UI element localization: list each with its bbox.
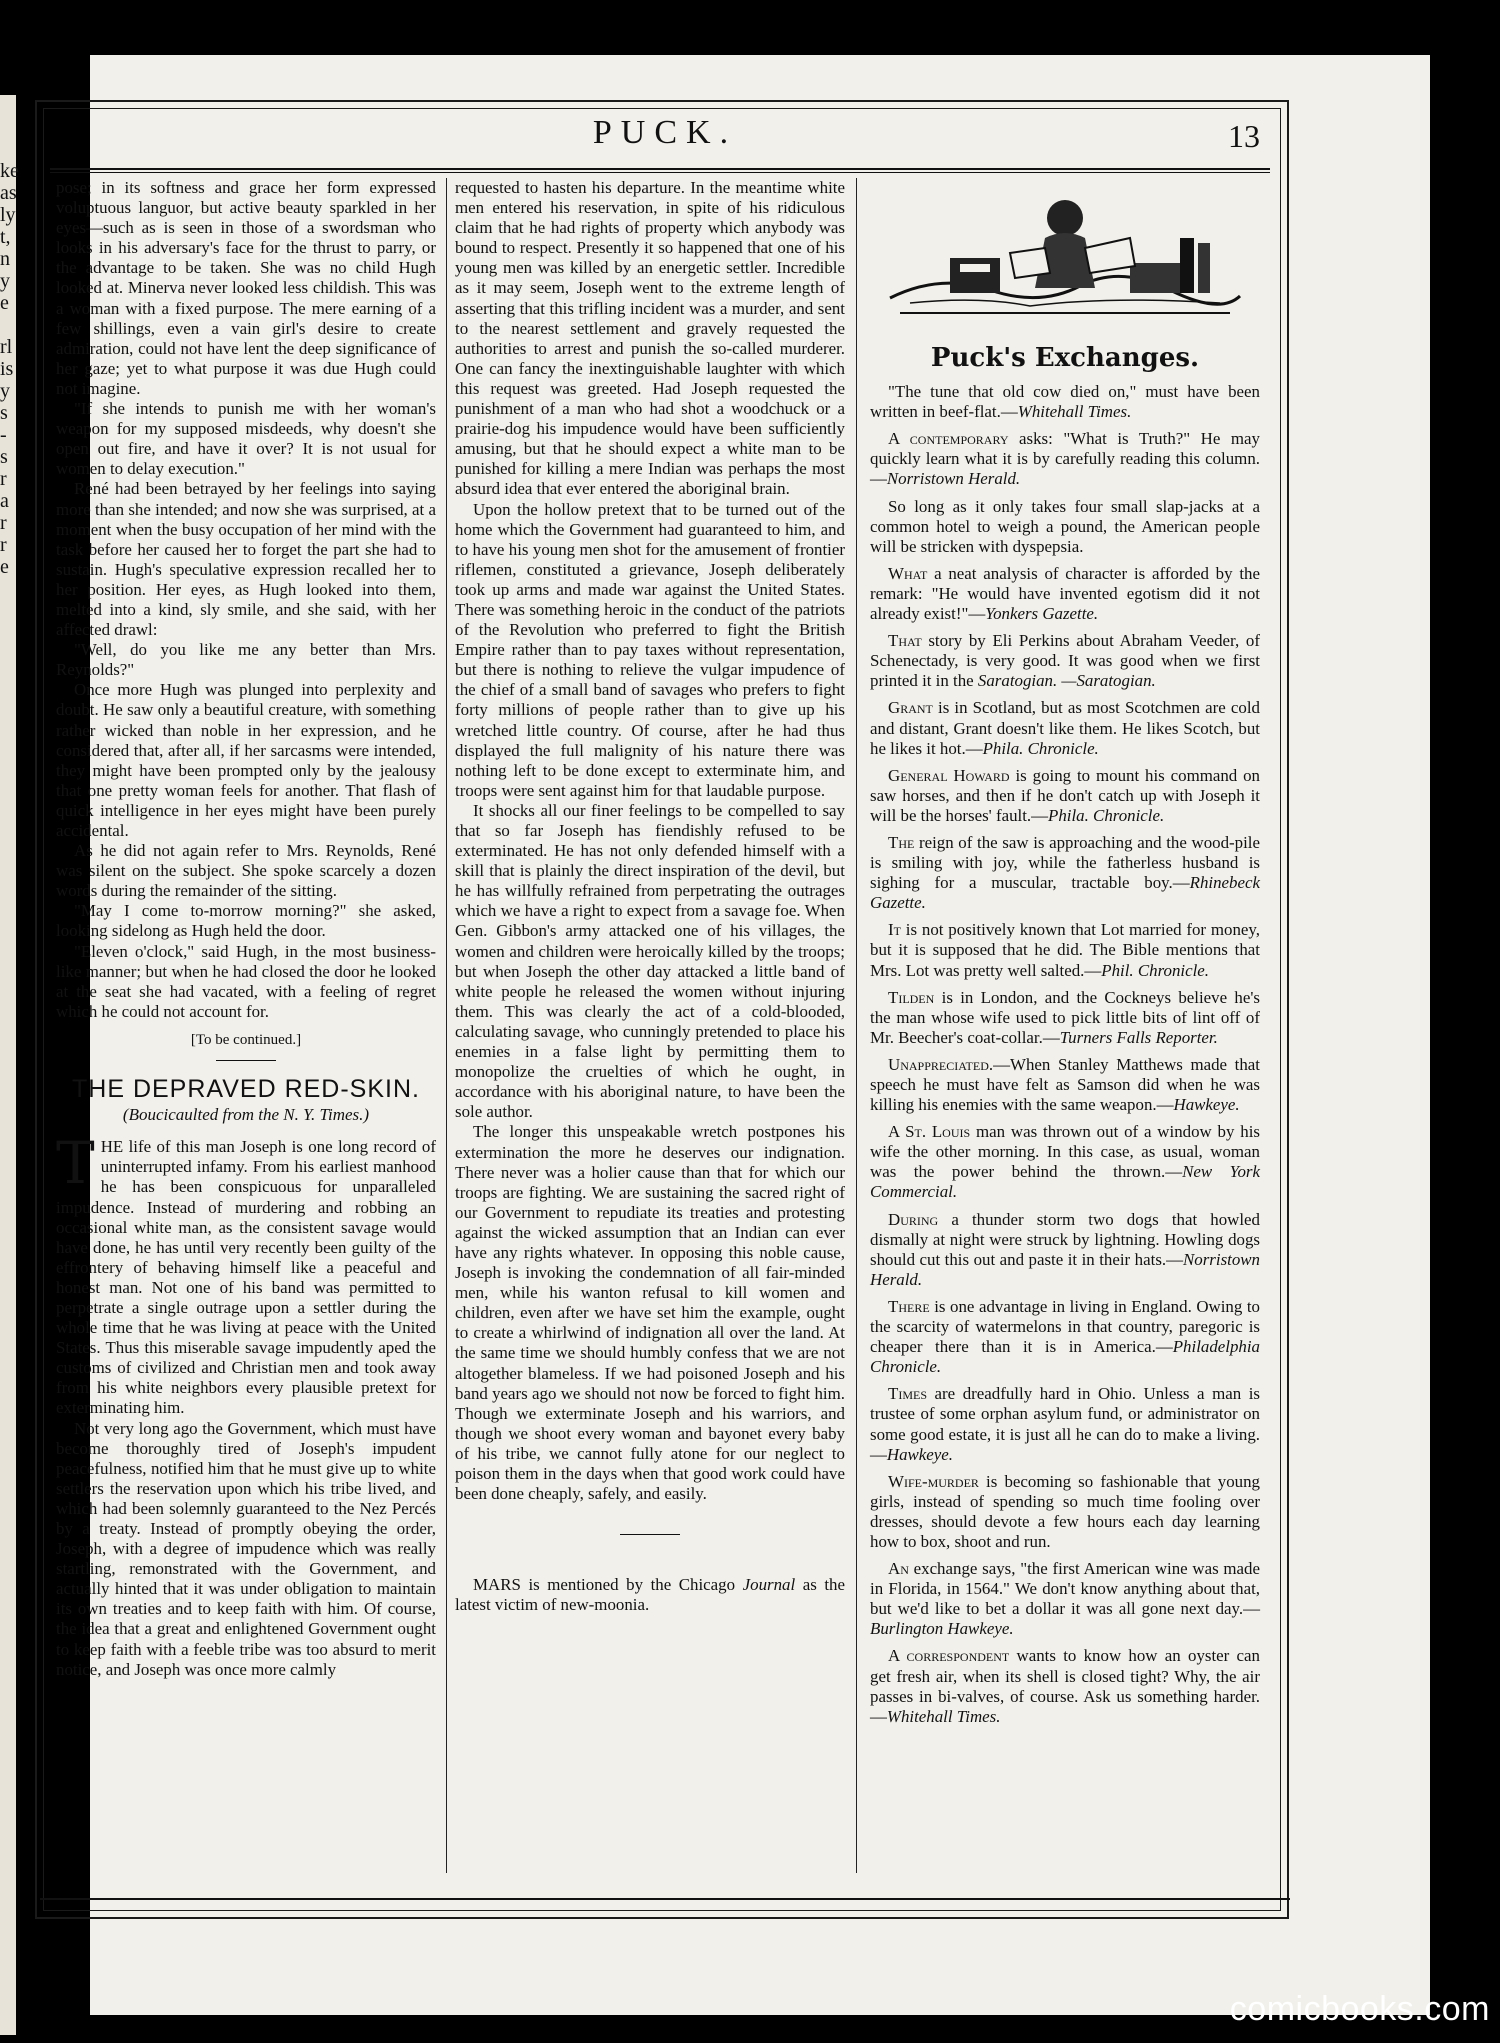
story-paragraph: "Eleven o'clock," said Hugh, in the most business-like manner; but when he had closed the door he looked at the seat she had vacated, with a feeling of regret which he could not account for. — [56, 941, 436, 1021]
exchange-item: During a thunder storm two dogs that howled dismally at night were struck by lightning. Howling dogs should cut this out and paste it in their hats.—Norristown Herald. — [870, 1209, 1260, 1289]
spine-char: is — [0, 358, 14, 380]
story-paragraph: Once more Hugh was plunged into perplexity and doubt. He saw only a beautiful creature, with something rather wicked than noble in her expression, and he considered that, after all, if her sarcasms were intended, they might have been prompted only by the jealousy that one pretty woman feels for another. That flash of quick intelligence in her eyes might have been purely accidental. — [56, 680, 436, 840]
story-paragraph: As he did not again refer to Mrs. Reynolds, René was silent on the subject. She spoke scarcely a dozen words during the remainder of the sitting. — [56, 841, 436, 901]
page-number: 13 — [1228, 118, 1260, 154]
section-title: Puck's Exchanges. — [930, 343, 1200, 373]
spine-char: e — [0, 292, 9, 314]
masthead-title: PUCK. — [592, 114, 738, 151]
exchange-item: It is not positively known that Lot married for money, but it is supposed that he did. The Bible mentions that Mrs. Lot was pretty well salted.—Phil. Chronicle. — [870, 920, 1260, 980]
exchange-item: General Howard is going to mount his command on saw horses, and then if he don't catch up with Joseph it will be the horses' fault.—Phila. Chronicle. — [870, 765, 1261, 825]
adjacent-page-text — [0, 160, 19, 578]
exchange-item: "The tune that old cow died on," must have been written in beef-flat.—Whitehall Times. — [870, 382, 1260, 422]
footer-rule — [40, 1898, 1290, 1900]
mars-item: MARS is mentioned by the Chicago Journal as the latest victim of new-moonia. — [455, 1575, 845, 1615]
spine-char: y — [0, 380, 10, 402]
story-paragraph: "Well, do you like me any better than Mrs. Reynolds?" — [56, 640, 436, 680]
column-divider-2 — [856, 178, 857, 1873]
section-separator — [216, 1060, 276, 1061]
column-3 — [870, 178, 1260, 1734]
article-paragraph: THE life of this man Joseph is one long record of uninterrupted infamy. From his earliest manhood he has been conspicuous for unparalleled impudence. Instead of murdering and robbing an occasional white man, as the consistent savage would have done, he has until very recently been guilty of the effrontery of behaving himself like a peaceful and honest man. Not one of his band was permitted to perpetrate a single outrage upon a settler during the whole time that he was living at peace with the United States. Thus this miserable savage impudently aped the customs of civilized and Christian men and took away from his white neighbors every plausible pretext for exterminating him. — [56, 1129, 436, 1418]
header-rule — [50, 168, 1270, 170]
exchange-item: An exchange says, "the first American wine was made in Florida, in 1564." We don't know anything about that, but we'd like to bet a dollar it was all gone next day.—Burlington Hawkeye. — [870, 1559, 1260, 1639]
exchange-item: Grant is in Scotland, but as most Scotchmen are cold and distant, Grant doesn't like them. He likes Scotch, but he likes it hot.—Phila. Chronicle. — [870, 698, 1260, 758]
drop-cap: T — [56, 1129, 95, 1198]
exchange-item: Wife-murder is becoming so fashionable that young girls, instead of spending so much time fooling over dresses, should devote a few hours each day learning how to box, shoot and run. — [870, 1471, 1260, 1551]
story-paragraph: René had been betrayed by her feelings into saying more than she intended; and now she was surprised, at a moment when the busy occupation of her mind with the task before her caused her to forget the part she had to sustain. Hugh's speculative expression recalled her to her position. Her eyes, as Hugh looked into them, melted into a kind, sly smile, and she said, with her affected drawl: — [56, 479, 436, 640]
spine-char: s — [0, 402, 8, 424]
to-be-continued: [To be continued.] — [190, 1031, 302, 1048]
column-divider-1 — [446, 178, 447, 1873]
spine-char: e — [0, 556, 9, 578]
exchange-item: There is one advantage in living in England. Owing to the scarcity of watermelons in that country, paregoric is cheaper there than it is in America.—Philadelphia Chronicle. — [870, 1296, 1260, 1377]
article-paragraph: Not very long ago the Government, which must have become thoroughly tired of Joseph's impudent peacefulness, notified him that he must give up to white settlers the reservation upon which his tribe lived, and which had been solemnly guaranteed to the Nez Percés by a treaty. Instead of promptly obeying the order, Joseph, with a degree of impudence which was really startling, remonstrated with the Government, and actually hinted that it was under obligation to maintain its own treaties and to keep faith with him. Of course, the idea that a great and enlightened Government ought to keep faith with a feeble tribe was too absurd to merit notice, and Joseph was once more calmly — [56, 1418, 436, 1679]
spine-char: - — [0, 424, 7, 446]
spine-char: r — [0, 468, 7, 490]
article-paragraph: Upon the hollow pretext that to be turned out of the home which the Government had guaranteed to him, and to have his young men shot for the amusement of frontier riflemen, constituted a grievance, Joseph deliberately took up arms and made war against the United States. There was something heroic in the conduct of the patriots of the Revolution who preferred to fight the British Empire rather than to pay taxes without representation, but there is nothing to relieve the vulgar impudence of the chief of a small band of savages who prefers to fight forty millions of people rather than to give up his wretched little country. Of course, after he had thus displayed the full malignity of his nature there was nothing left to be done except to exterminate him, and troops were sent against him for that laudable purpose. — [455, 499, 845, 800]
column-1 — [56, 178, 436, 1680]
exchanges-illustration — [880, 178, 1250, 338]
story-paragraph: "If she intends to punish me with her woman's weapon for my supposed misdeeds, why doesn't she open out fire, and have it over? It is not usual for women to delay execution." — [56, 399, 436, 479]
watermark: comicbooks.com — [1229, 1990, 1490, 2028]
column-2 — [455, 178, 845, 1615]
exchange-item: Unappreciated.—When Stanley Matthews made that speech he must have felt as Samson did when he was killing his enemies with the same weapon.—Hawkeye. — [870, 1054, 1260, 1115]
spine-char: ke — [0, 160, 19, 182]
story-paragraph: "May I come to-morrow morning?" she asked, looking sidelong as Hugh held the door. — [56, 901, 436, 941]
exchange-item: So long as it only takes four small slap-jacks at a common hotel to weigh a pound, the American people will be stricken with dyspepsia. — [870, 496, 1260, 556]
header-rule-thin — [50, 172, 1270, 173]
exchange-item: Times are dreadfully hard in Ohio. Unless a man is trustee of some orphan asylum fund, or administrator on some good estate, it is just all he can do to make a living.—Hawkeye. — [870, 1384, 1260, 1464]
spine-char: as — [0, 182, 17, 204]
spine-char: r — [0, 534, 7, 556]
spine-char: s — [0, 446, 8, 468]
exchange-item: A correspondent wants to know how an oyster can get fresh air, when its shell is closed tight? Why, the air passes in bi-valves, of course. Ask us something harder.—Whitehall Times. — [870, 1646, 1261, 1726]
article-paragraph: It shocks all our finer feelings to be compelled to say that so far Joseph has fiendishly refused to be exterminated. He has not only defended himself with a skill that is plainly the direct inspiration of the devil, but he has willfully refrained from perpetrating the outrages which we have a right to expect from a savage foe. When Gen. Gibbon's army attacked one of his villages, the women and children were heroically killed by the troops; but when Joseph the other day attacked a little band of white people he released the women without injuring them. This was clearly the act of a cold-blooded, calculating savage, who cunningly pretended to place his enemies in a false light by permitting them to monopolize the cruelties of which he ought, in accordance with his aboriginal nature, to have been the sole author. — [455, 800, 845, 1122]
article-paragraph: requested to hasten his departure. In the meantime white men entered his reservation, in spite of his ridiculous claim that he had rights of property which anybody was bound to respect. Presently it so happened that one of his young men was killed by an energetic settler. Incredible as it may seem, Joseph went to the extreme length of asserting that this trifling incident was a murder, and sent to the nearest settlement and gravely requested the authorities to arrest and punish the so-called murderer. One can fancy the inextinguishable laughter with which this request was greeted. Had Joseph requested the punishment of a man who had shot a woodchuck or a prairie-dog his impudence would have been sufficiently amusing, but that he should expect a white man to be punished for killing a mere Indian was perhaps the most absurd idea that ever entered the aboriginal brain. — [455, 178, 845, 499]
exchange-item: Tilden is in London, and the Cockneys believe he's the man whose wife used to pick little bits of lint off of Mr. Beecher's coat-collar.—Turners Falls Reporter. — [870, 987, 1260, 1047]
section-separator — [620, 1534, 680, 1535]
exchange-item: A contemporary asks: "What is Truth?" He may quickly learn what it is by carefully reading this column.—Norristown Herald. — [870, 429, 1260, 489]
article-title: THE DEPRAVED RED-SKIN. — [72, 1075, 420, 1104]
spine-char — [0, 314, 16, 336]
spine-char: n — [0, 248, 10, 270]
spine-char: t, — [0, 226, 11, 248]
spine-char: a — [0, 490, 9, 512]
spine-char: y — [0, 270, 10, 292]
exchange-item: What a neat analysis of character is afforded by the remark: "He would have invented egotism did it not already exist!"—Yonkers Gazette. — [870, 563, 1260, 624]
article-subtitle: (Boucicaulted from the N. Y. Times.) — [122, 1105, 370, 1125]
story-paragraph: pose; in its softness and grace her form expressed voluptuous languor, but active beauty sparkled in her eyes—such as is seen in those of a swordsman who looks in his adversary's face for the thrust to parry, or the advantage to be taken. She was no child Hugh looked at. Minerva never looked less childish. This was a woman with a fixed purpose. The mere earning of a few shillings, even a vain girl's desire to create admiration, could not have lent the deep significance of her gaze; yet to what purpose it was due Hugh could not imagine. — [56, 178, 436, 398]
exchange-item: A St. Louis man was thrown out of a window by his wife the other morning. In this case, as usual, woman was the power behind the thrown.—New York Commercial. — [870, 1122, 1260, 1202]
masthead — [60, 112, 1270, 160]
exchange-item: That story by Eli Perkins about Abraham Veeder, of Schenectady, is very good. It was good when we first printed it in the Saratogian. —Saratogian. — [870, 631, 1260, 691]
spine-char: r — [0, 512, 7, 534]
article-paragraph: The longer this unspeakable wretch postpones his extermination the more he deserves our indignation. There never was a holier cause than that for which our troops are fighting. We are sustaining the sacred right of our Government to repudiate its treaties and protesting against the wicked assumption that an Indian can ever have any rights whatever. In opposing this noble cause, Joseph is invoking the condemnation of all fair-minded men, while his wanton refusal to kill women and children, even after we have set him the example, ought to create a whirlwind of indignation all over the land. At the same time we should humbly confess that we are not altogether blameless. If we had poisoned Joseph and his band years ago we should not now be forced to fight him. Though we exterminate Joseph and his warriors, and though we shoot every woman and bayonet every baby of his tribe, we cannot fully atone for our neglect to poison them in the days when that good work could have been done cheaply, safely, and easily. — [455, 1122, 845, 1504]
exchanges-list — [870, 382, 1260, 1727]
exchange-item: The reign of the saw is approaching and the wood-pile is smiling with joy, while the fatherless husband is sighing for a muscular, tractable boy.—Rhinebeck Gazette. — [870, 832, 1260, 913]
spine-char: ly — [0, 204, 16, 226]
spine-char: rl — [0, 336, 13, 358]
